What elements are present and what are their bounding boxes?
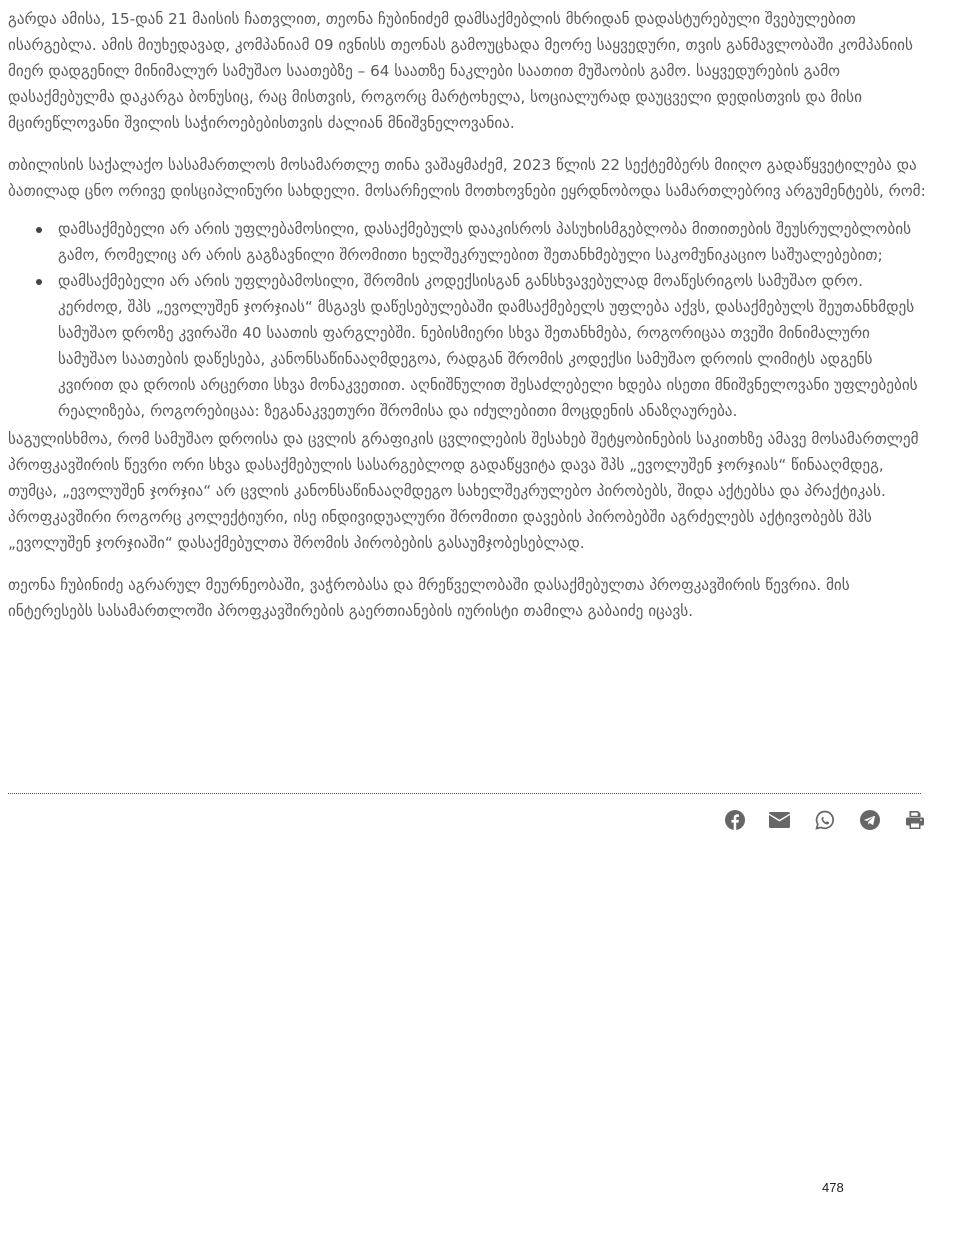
share-bar [712,808,937,832]
legal-arguments-list [8,216,928,424]
paragraph-union-membership: თეონა ჩუბინიძე აგრარულ მეურნეობაში, ვაჭრობასა და მრეწველობაში დასაქმებულთა პროფკავშირის წევრია. მის ინტერესებს სასამართლოში პროფკავშირების გაერთიანების იურისტი თამილა გაბაიძე იცავს. [8,576,850,620]
list-item: დამსაქმებელი არ არის უფლებამოსილი, დასაქმებულს დააკისროს პასუხისმგებლობა მითითების შეუსრულებლობის გამო, რომელიც არ არის გაგზავნილი შრომითი ხელშეკრულებით შეთანხმებული საკომუნიკაციო საშუალებებით; [58,216,928,268]
page-number: 478 [822,1180,844,1195]
paragraph-leave-and-reprimand: გარდა ამისა, 15-დან 21 მაისის ჩათვლით, თეონა ჩუბინიძემ დამსაქმებლის მხრიდან დადასტურებული შვებულებით ისარგებლა. ამის მიუხედავად, კომპანიამ 09 ივნისს თეონას გამოუცხადა მეორე საყვედური, თვის განმავლობაში კომპანიის მიერ დადგენილ მინიმალურ სამუშაო საათებზე – 64 საათზე ნაკლები საათით მუშაობის გამო. საყვედურების გამო დასაქმებულმა დაკარგა ბონუსიც, რაც მისთვის, როგორც მარტოხელა, სოციალურად დაუცველი დედისთვის და მისი მცირეწლოვანი შვილის საჭიროებებისთვის ძალიან მნიშვნელოვანია. [8,10,913,132]
share-telegram-button[interactable] [847,808,892,832]
facebook-icon [725,810,745,830]
whatsapp-icon [815,810,835,830]
dotted-divider [8,793,921,794]
share-whatsapp-button[interactable] [802,808,847,832]
share-facebook-button[interactable] [712,808,757,832]
article-body [8,6,928,624]
paragraph-notable-fact: საგულისხმოა, რომ სამუშაო დროისა და ცვლის გრაფიკის ცვლილების შესახებ შეტყობინების საკითხზე ამავე მოსამართლემ პროფკავშირის წევრი ორი სხვა დასაქმებულის სასარგებლოდ გადაწყვიტა დავა შპს „ევოლუშენ ჯორჯიას“ წინააღმდეგ, თუმცა, „ევოლუშენ ჯორჯია“ არ ცვლის კანონსაწინააღმდეგო სახელშეკრულებო პირობებს, შიდა აქტებსა და პრაქტიკას. პროფკავშირი როგორც კოლექტიური, ისე ინდივიდუალური შრომითი დავების პირობებში აგრძელებს აქტივობებს შპს „ევოლუშენ ჯორჯიაში“ დასაქმებულთა შრომის პირობების გასაუმჯობესებლად. [8,430,919,552]
share-email-button[interactable] [757,808,802,832]
print-icon [905,810,925,830]
paragraph-court-decision: თბილისის საქალაქო სასამართლოს მოსამართლე თინა ვაშაყმაძემ, 2023 წლის 22 სექტემბერს მიიღო გადაწყვეტილება და ბათილად ცნო ორივე დისციპლინური სახდელი. მოსარჩელის მოთხოვნები ეყრდნობოდა სამართლებრივ არგუმენტებს, რომ: [8,156,926,200]
print-button[interactable] [892,808,937,832]
telegram-icon [860,810,880,830]
email-icon [769,812,790,828]
list-item: დამსაქმებელი არ არის უფლებამოსილი, შრომის კოდექსისგან განსხვავებულად მოაწესრიგოს სამუშაო დრო. კერძოდ, შპს „ევოლუშენ ჯორჯიას“ მსგავს დაწესებულებაში დამსაქმებელს უფლება აქვს, დასაქმებულს შეუთანხმდეს სამუშაო დროზე კვირაში 40 საათის ფარგლებში. ნებისმიერი სხვა შეთანხმება, როგორიცაა თვეში მინიმალური სამუშაო საათების დაწესება, კანონსაწინააღმდეგოა, რადგან შრომის კოდექსი სამუშაო დროის ლიმიტს ადგენს კვირით და დროის არცერთი სხვა მონაკვეთით. აღნიშნულით შესაძლებელი ხდება ისეთი მნიშვნელოვანი უფლებების რეალიზება, როგორებიცაა: ზეგანაკვეთური შრომისა და იძულებითი მოცდენის ანაზღაურება. [58,268,928,424]
